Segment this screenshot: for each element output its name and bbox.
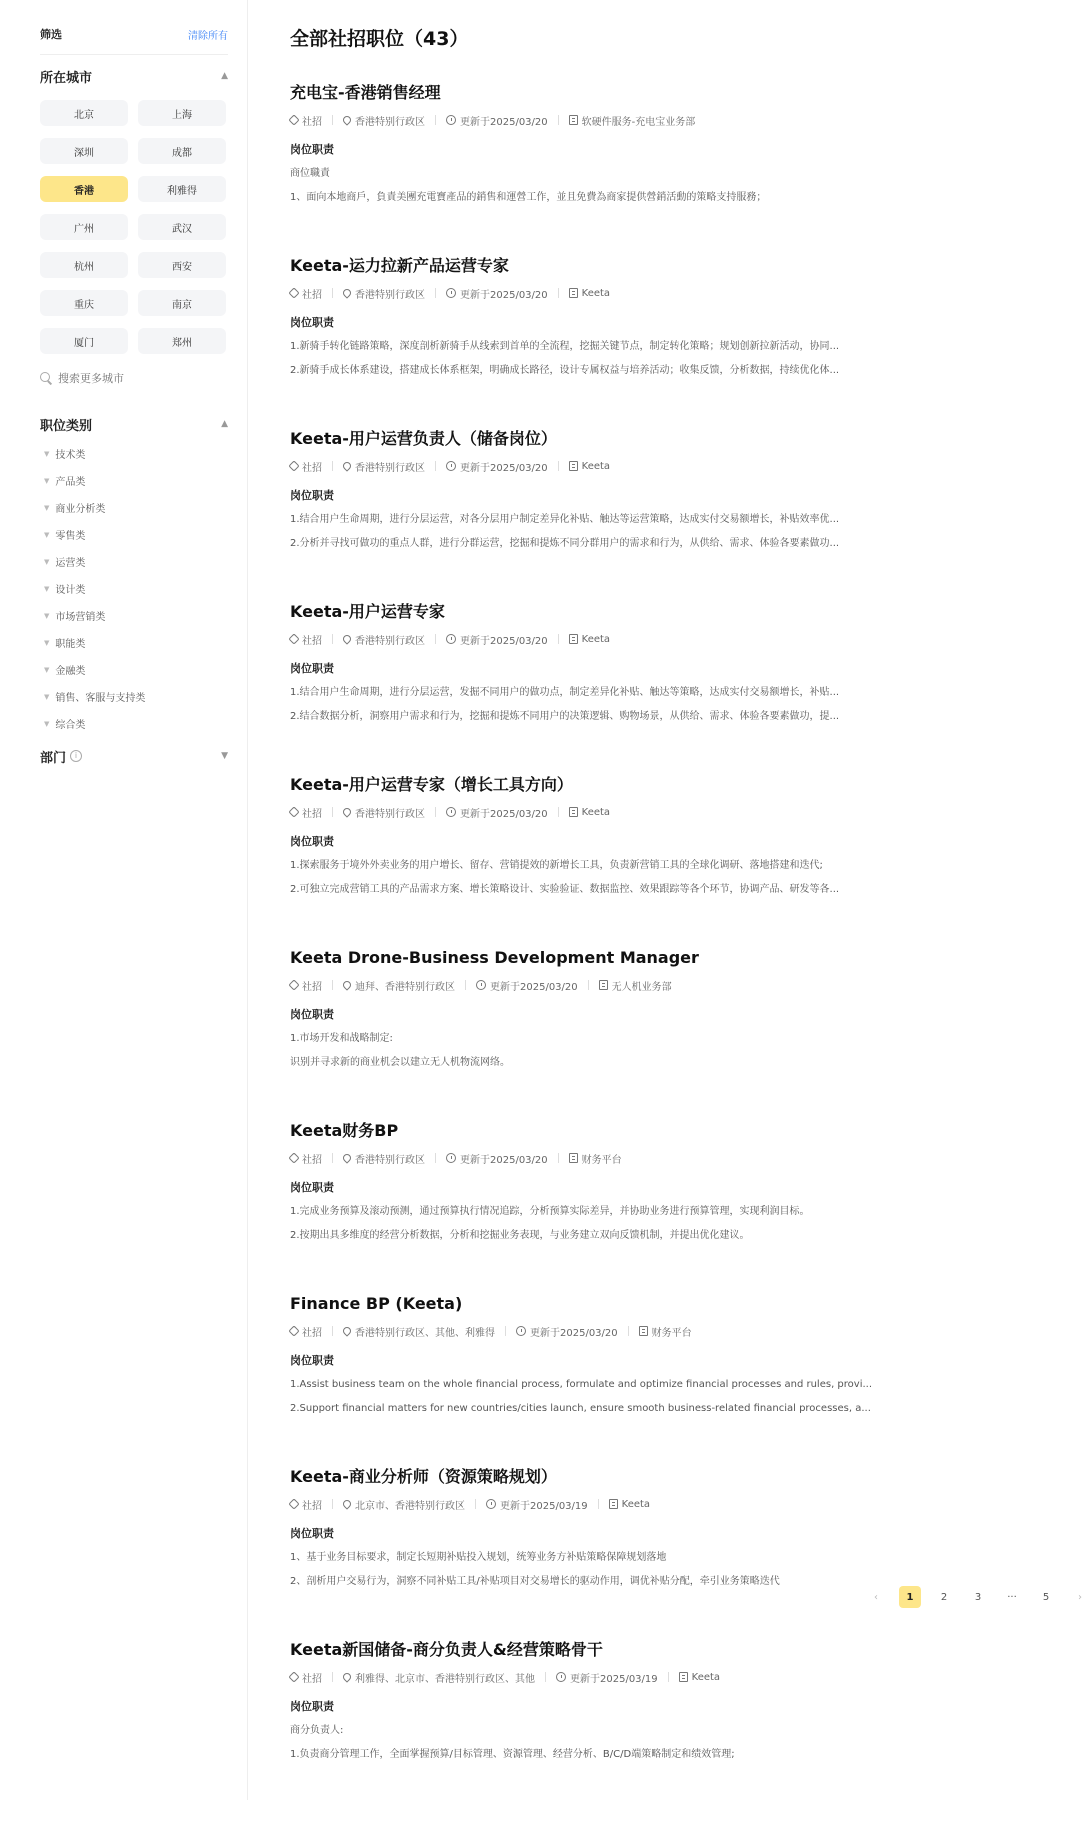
meta-separator <box>558 115 559 125</box>
meta-separator <box>332 288 333 298</box>
expand-down-icon[interactable]: ▼ <box>221 751 228 761</box>
job-title[interactable]: Keeta-用户运营专家 <box>290 602 445 621</box>
duty-line: 1.探索服务于境外外卖业务的用户增长、留存、营销提效的新增长工具，负责新营销工具的全球化调研、落地搭建和迭代; <box>290 860 823 871</box>
meta-separator <box>332 115 333 125</box>
meta-item <box>343 286 425 301</box>
category-label: 产品类 <box>55 477 86 488</box>
meta-item <box>569 1151 622 1166</box>
duty-heading: 岗位职责 <box>290 1527 334 1540</box>
city-option[interactable]: 郑州 <box>138 328 226 354</box>
meta-item <box>343 1324 495 1339</box>
meta-separator <box>332 807 333 817</box>
clear-all-link[interactable]: 清除所有 <box>188 30 228 42</box>
meta-item <box>599 978 672 993</box>
job-type: 社招 <box>302 1154 322 1166</box>
meta-item <box>290 632 322 647</box>
duty-line: 1、基于业务目标要求，制定长短期补贴投入规划，统筹业务方补贴策略保障规划落地 <box>290 1552 667 1563</box>
clock-icon <box>446 288 456 298</box>
job-type-icon <box>288 460 299 471</box>
city-option[interactable]: 成都 <box>138 138 226 164</box>
location-icon <box>341 1671 352 1682</box>
job-type-icon <box>288 979 299 990</box>
clock-icon <box>446 807 456 817</box>
meta-separator <box>465 980 466 990</box>
meta-item <box>446 632 548 647</box>
meta-item <box>446 113 548 128</box>
category-item[interactable] <box>44 467 228 494</box>
duty-line: 2.可独立完成营销工具的产品需求方案、增长策略设计、实验验证、数据监控、效果跟踪等各个环节，协调产品、研发等各... <box>290 884 840 895</box>
filter-sidebar <box>0 0 248 1800</box>
meta-item <box>569 634 610 645</box>
location-icon <box>341 1498 352 1509</box>
job-meta <box>290 285 910 301</box>
info-icon[interactable]: i <box>70 750 82 762</box>
duty-heading: 岗位职责 <box>290 1181 334 1194</box>
category-label: 销售、客服与支持类 <box>55 693 146 704</box>
caret-down-icon: ▼ <box>44 665 50 674</box>
city-section-header[interactable] <box>40 66 228 86</box>
building-icon <box>599 980 608 990</box>
caret-down-icon: ▼ <box>44 611 50 620</box>
meta-item <box>290 1670 322 1685</box>
job-department: Keeta <box>581 287 611 299</box>
category-label: 综合类 <box>55 720 86 731</box>
city-search-input[interactable] <box>58 372 218 385</box>
city-option[interactable]: 深圳 <box>40 138 128 164</box>
job-card[interactable] <box>290 426 910 552</box>
city-option[interactable]: 南京 <box>138 290 226 316</box>
building-icon <box>569 461 578 471</box>
job-title[interactable]: Finance BP (Keeta) <box>290 1294 463 1313</box>
category-section-header[interactable] <box>40 414 228 434</box>
job-title[interactable]: 充电宝-香港销售经理 <box>290 83 441 102</box>
meta-item <box>569 461 610 472</box>
meta-separator <box>332 634 333 644</box>
city-section-title: 所在城市 <box>40 70 93 86</box>
location-icon <box>341 287 352 298</box>
category-label: 职能类 <box>55 639 86 650</box>
caret-down-icon: ▼ <box>44 692 50 701</box>
meta-item <box>343 1497 465 1512</box>
clock-icon <box>556 1672 566 1682</box>
clock-icon <box>516 1326 526 1336</box>
job-location: 香港特别行政区 <box>355 462 425 474</box>
meta-item <box>290 978 322 993</box>
city-option[interactable]: 上海 <box>138 100 226 126</box>
meta-item <box>556 1670 658 1685</box>
category-item[interactable] <box>44 683 228 710</box>
job-type-icon <box>288 633 299 644</box>
duty-line: 2.新骑手成长体系建设，搭建成长体系框架，明确成长路径，设计专属权益与培养活动；收集反馈，分析数据，持续优化体... <box>290 365 840 376</box>
duty-line: 2.结合数据分析，洞察用户需求和行为，挖掘和提炼不同用户的决策逻辑、购物场景，从供给、需求、体验各要素做功，提... <box>290 711 840 722</box>
job-type: 社招 <box>302 808 322 820</box>
meta-separator <box>558 288 559 298</box>
job-type-icon <box>288 1498 299 1509</box>
building-icon <box>609 1499 618 1509</box>
job-location: 香港特别行政区 <box>355 1154 425 1166</box>
duty-line: 1.结合用户生命周期，进行分层运营，发掘不同用户的做功点，制定差异化补贴、触达等策略，达成实付交易额增长，补贴... <box>290 687 840 698</box>
page-title: 全部社招职位（43） <box>290 28 469 50</box>
job-department: 无人机业务部 <box>611 981 672 993</box>
duty-heading: 岗位职责 <box>290 489 334 502</box>
filter-header <box>40 24 228 44</box>
city-option[interactable]: 利雅得 <box>138 176 226 202</box>
category-label: 技术类 <box>55 450 86 461</box>
building-icon <box>569 1153 578 1163</box>
meta-item <box>290 459 322 474</box>
department-section-title-wrap <box>40 747 82 766</box>
job-updated: 更新于2025/03/20 <box>460 116 548 128</box>
job-type: 社招 <box>302 289 322 301</box>
job-type: 社招 <box>302 1327 322 1339</box>
job-updated: 更新于2025/03/20 <box>530 1327 618 1339</box>
meta-separator <box>435 288 436 298</box>
city-option[interactable]: 武汉 <box>138 214 226 240</box>
meta-separator <box>435 634 436 644</box>
job-updated: 更新于2025/03/20 <box>460 1154 548 1166</box>
job-title[interactable]: Keeta-用户运营负责人（储备岗位） <box>290 429 557 448</box>
job-updated: 更新于2025/03/20 <box>460 808 548 820</box>
location-icon <box>341 806 352 817</box>
category-label: 金融类 <box>55 666 86 677</box>
job-location: 香港特别行政区、其他、利雅得 <box>355 1327 495 1339</box>
job-type-icon <box>288 1325 299 1336</box>
job-department: Keeta <box>691 1671 721 1683</box>
divider <box>40 54 228 55</box>
job-meta <box>290 1496 910 1512</box>
job-updated: 更新于2025/03/19 <box>570 1673 658 1685</box>
duty-line: 2.Support financial matters for new countries/cities launch, ensure smooth business-related financial processes, a... <box>290 1403 871 1414</box>
job-meta <box>290 1669 910 1685</box>
job-title[interactable]: Keeta-商业分析师（资源策略规划） <box>290 1467 557 1486</box>
category-label: 市场营销类 <box>55 612 106 623</box>
duty-line: 2、剖析用户交易行为，洞察不同补贴工具/补贴项目对交易增长的驱动作用，调优补贴分配，牵引业务策略迭代 <box>290 1576 780 1587</box>
job-updated: 更新于2025/03/20 <box>460 635 548 647</box>
job-title[interactable]: Keeta财务BP <box>290 1121 399 1140</box>
meta-separator <box>332 980 333 990</box>
meta-separator <box>332 1326 333 1336</box>
job-department: 财务平台 <box>651 1327 692 1339</box>
duty-line: 1.结合用户生命周期，进行分层运营，对各分层用户制定差异化补贴、触达等运营策略，达成实付交易额增长，补贴效率优... <box>290 514 840 525</box>
category-item[interactable] <box>44 521 228 548</box>
job-card[interactable] <box>290 1291 910 1417</box>
caret-down-icon: ▼ <box>44 476 50 485</box>
caret-down-icon: ▼ <box>44 449 50 458</box>
job-type: 社招 <box>302 1500 322 1512</box>
meta-item <box>343 632 425 647</box>
job-card[interactable] <box>290 599 910 725</box>
job-updated: 更新于2025/03/19 <box>500 1500 588 1512</box>
job-department: 软硬件服务-充电宝业务部 <box>581 116 696 128</box>
meta-separator <box>332 1153 333 1163</box>
caret-down-icon: ▼ <box>44 638 50 647</box>
caret-down-icon: ▼ <box>44 557 50 566</box>
job-type: 社招 <box>302 635 322 647</box>
meta-separator <box>435 807 436 817</box>
location-icon <box>341 1325 352 1336</box>
page-button[interactable]: 3 <box>974 1591 982 1603</box>
meta-item <box>290 1497 322 1512</box>
meta-item <box>446 805 548 820</box>
meta-separator <box>588 980 589 990</box>
location-icon <box>341 1152 352 1163</box>
job-department: Keeta <box>621 1498 651 1510</box>
job-type-icon <box>288 1671 299 1682</box>
meta-item <box>476 978 578 993</box>
prev-page-icon[interactable]: ‹ <box>874 1591 878 1603</box>
location-icon <box>341 460 352 471</box>
meta-separator <box>668 1672 669 1682</box>
meta-item <box>516 1324 618 1339</box>
category-item[interactable] <box>44 548 228 575</box>
clock-icon <box>446 1153 456 1163</box>
meta-separator <box>435 461 436 471</box>
building-icon <box>569 807 578 817</box>
category-item[interactable] <box>44 575 228 602</box>
duty-line: 商位職責 <box>290 168 330 179</box>
job-location: 香港特别行政区 <box>355 289 425 301</box>
job-type-icon <box>288 287 299 298</box>
duty-line: 1.Assist business team on the whole financial process, formulate and optimize financial processes and rules, provi... <box>290 1379 873 1390</box>
duty-heading: 岗位职责 <box>290 316 334 329</box>
meta-item <box>343 1670 535 1685</box>
pagination <box>865 1585 1091 1609</box>
job-meta <box>290 1150 910 1166</box>
meta-item <box>343 1151 425 1166</box>
meta-separator <box>558 1153 559 1163</box>
collapse-up-icon[interactable]: ▲ <box>221 71 228 81</box>
duty-line: 1、面向本地商戶，負責美團充電寶產品的銷售和運營工作，並且免費為商家提供營銷活動的策略支持服務； <box>290 192 767 203</box>
building-icon <box>569 115 578 125</box>
meta-separator <box>628 1326 629 1336</box>
meta-item <box>446 1151 548 1166</box>
duty-heading: 岗位职责 <box>290 1354 334 1367</box>
category-section-title: 职位类别 <box>40 418 93 434</box>
page-button[interactable]: 2 <box>940 1591 948 1603</box>
meta-separator <box>435 1153 436 1163</box>
duty-heading: 岗位职责 <box>290 835 334 848</box>
meta-item <box>343 978 455 993</box>
meta-item <box>679 1672 720 1683</box>
city-option[interactable]: 厦门 <box>40 328 128 354</box>
city-option[interactable]: 西安 <box>138 252 226 278</box>
duty-line: 1.负责商分管理工作，全面掌握预算/目标管理、资源管理、经营分析、B/C/D端策略制定和绩效管理; <box>290 1749 735 1760</box>
clock-icon <box>446 115 456 125</box>
category-item[interactable] <box>44 440 228 467</box>
department-section-header[interactable] <box>40 746 228 766</box>
meta-item <box>609 1499 650 1510</box>
meta-separator <box>332 1672 333 1682</box>
category-item[interactable] <box>44 602 228 629</box>
job-type: 社招 <box>302 462 322 474</box>
job-department: Keeta <box>581 806 611 818</box>
job-updated: 更新于2025/03/20 <box>460 289 548 301</box>
meta-item <box>486 1497 588 1512</box>
caret-down-icon: ▼ <box>44 530 50 539</box>
category-label: 商业分析类 <box>55 504 106 515</box>
clock-icon <box>486 1499 496 1509</box>
city-option[interactable]: 重庆 <box>40 290 128 316</box>
department-section-title: 部门 <box>40 750 67 766</box>
job-type-icon <box>288 114 299 125</box>
meta-separator <box>475 1499 476 1509</box>
meta-item <box>639 1324 692 1339</box>
category-label: 设计类 <box>55 585 86 596</box>
category-item[interactable] <box>44 656 228 683</box>
job-card[interactable] <box>290 1637 910 1763</box>
meta-separator <box>545 1672 546 1682</box>
meta-separator <box>558 807 559 817</box>
caret-down-icon: ▼ <box>44 503 50 512</box>
city-grid <box>40 100 228 354</box>
job-card[interactable] <box>290 253 910 379</box>
duty-line: 1.完成业务预算及滚动预测，通过预算执行情况追踪，分析预算实际差异，并协助业务进行预算管理，实现利润目标。 <box>290 1206 810 1217</box>
job-meta <box>290 458 910 474</box>
location-icon <box>341 114 352 125</box>
job-location: 迪拜、香港特别行政区 <box>355 981 455 993</box>
clock-icon <box>446 634 456 644</box>
job-title[interactable]: Keeta新国储备-商分负责人&经营策略骨干 <box>290 1640 603 1659</box>
job-card[interactable] <box>290 772 910 898</box>
duty-line: 1.新骑手转化链路策略，深度剖析新骑手从线索到首单的全流程，挖掘关键节点，制定转化策略；规划创新拉新活动，协同... <box>290 341 840 352</box>
duty-heading: 岗位职责 <box>290 1700 334 1713</box>
building-icon <box>569 634 578 644</box>
clock-icon <box>476 980 486 990</box>
caret-down-icon: ▼ <box>44 719 50 728</box>
city-search[interactable] <box>40 368 228 388</box>
category-label: 运营类 <box>55 558 86 569</box>
filter-label: 筛选 <box>40 28 62 41</box>
job-title[interactable]: Keeta-用户运营专家（增长工具方向） <box>290 775 573 794</box>
job-department: Keeta <box>581 633 611 645</box>
meta-item <box>569 807 610 818</box>
job-location: 利雅得、北京市、香港特别行政区、其他 <box>355 1673 535 1685</box>
job-type-icon <box>288 806 299 817</box>
job-card[interactable] <box>290 945 910 1071</box>
meta-item <box>290 805 322 820</box>
meta-item <box>290 286 322 301</box>
duty-line: 2.按期出具多维度的经营分析数据，分析和挖掘业务表现，与业务建立双向反馈机制，并提出优化建议。 <box>290 1230 750 1241</box>
meta-item <box>446 459 548 474</box>
collapse-up-icon[interactable]: ▲ <box>221 419 228 429</box>
job-type: 社招 <box>302 116 322 128</box>
category-item[interactable] <box>44 494 228 521</box>
job-meta <box>290 977 910 993</box>
pagination-ellipsis: ··· <box>1007 1591 1017 1603</box>
location-icon <box>341 979 352 990</box>
job-card[interactable] <box>290 80 910 206</box>
meta-item <box>446 286 548 301</box>
category-list <box>44 440 228 737</box>
duty-heading: 岗位职责 <box>290 1008 334 1021</box>
job-department: Keeta <box>581 460 611 472</box>
duty-heading: 岗位职责 <box>290 143 334 156</box>
job-title[interactable]: Keeta-运力拉新产品运营专家 <box>290 256 509 275</box>
meta-item <box>290 1151 322 1166</box>
duty-heading: 岗位职责 <box>290 662 334 675</box>
meta-item <box>569 288 610 299</box>
job-department: 财务平台 <box>581 1154 622 1166</box>
job-location: 香港特别行政区 <box>355 116 425 128</box>
city-option[interactable]: 北京 <box>40 100 128 126</box>
meta-separator <box>332 1499 333 1509</box>
meta-separator <box>435 115 436 125</box>
caret-down-icon: ▼ <box>44 584 50 593</box>
category-item[interactable] <box>44 629 228 656</box>
job-meta <box>290 631 910 647</box>
location-icon <box>341 633 352 644</box>
city-option[interactable]: 广州 <box>40 214 128 240</box>
search-icon <box>40 372 52 384</box>
meta-separator <box>332 461 333 471</box>
job-title[interactable]: Keeta Drone-Business Development Manager <box>290 948 699 967</box>
meta-separator <box>505 1326 506 1336</box>
city-option[interactable]: 香港 <box>40 176 128 202</box>
building-icon <box>639 1326 648 1336</box>
category-label: 零售类 <box>55 531 86 542</box>
city-option[interactable]: 杭州 <box>40 252 128 278</box>
next-page-icon[interactable]: › <box>1078 1591 1082 1603</box>
meta-item <box>343 805 425 820</box>
job-location: 香港特别行政区 <box>355 635 425 647</box>
job-location: 北京市、香港特别行政区 <box>355 1500 465 1512</box>
job-card[interactable] <box>290 1464 910 1590</box>
clock-icon <box>446 461 456 471</box>
job-type: 社招 <box>302 981 322 993</box>
job-card[interactable] <box>290 1118 910 1244</box>
job-updated: 更新于2025/03/20 <box>460 462 548 474</box>
job-type: 社招 <box>302 1673 322 1685</box>
meta-separator <box>558 461 559 471</box>
duty-line: 商分负责人: <box>290 1725 344 1736</box>
meta-separator <box>558 634 559 644</box>
meta-item <box>343 113 425 128</box>
page-button[interactable]: 5 <box>1042 1591 1050 1603</box>
duty-line: 1.市场开发和战略制定: <box>290 1033 393 1044</box>
meta-separator <box>598 1499 599 1509</box>
job-updated: 更新于2025/03/20 <box>490 981 578 993</box>
building-icon <box>569 288 578 298</box>
meta-item <box>343 459 425 474</box>
job-type-icon <box>288 1152 299 1163</box>
job-meta <box>290 112 910 128</box>
job-location: 香港特别行政区 <box>355 808 425 820</box>
page-button[interactable]: 1 <box>899 1586 921 1608</box>
job-meta <box>290 804 910 820</box>
meta-item <box>569 113 696 128</box>
duty-line: 识别并寻求新的商业机会以建立无人机物流网络。 <box>290 1057 510 1068</box>
building-icon <box>679 1672 688 1682</box>
job-meta <box>290 1323 910 1339</box>
duty-line: 2.分析并寻找可做功的重点人群，进行分群运营，挖掘和提炼不同分群用户的需求和行为，从供给、需求、体验各要素做功... <box>290 538 840 549</box>
meta-item <box>290 113 322 128</box>
category-item[interactable] <box>44 710 228 737</box>
meta-item <box>290 1324 322 1339</box>
